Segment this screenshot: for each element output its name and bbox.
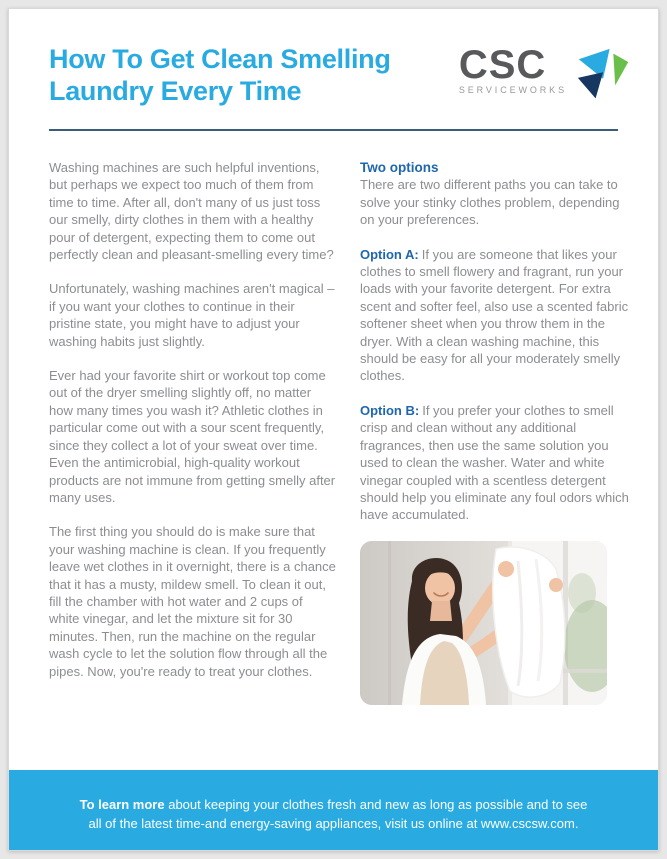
- paragraph-unfortunately: Unfortunately, washing machines aren't magical – if you want your clothes to continue in their pristine state, you might have to adjust your washing habits just slightly.: [49, 281, 335, 349]
- header-divider: [49, 129, 618, 131]
- flyer-page: [8, 8, 659, 851]
- csc-wordmark: CSC: [458, 43, 547, 87]
- paragraph-intro: Washing machines are such helpful inventions, but perhaps we expect too much of them from time to time. After all, don't many of us just toss our smelly, dirty clothes in them with a healthy pour of detergent, expecting them to come out perfectly clean and pleasant-smelling every time?: [49, 160, 334, 263]
- option-b-paragraph: [360, 402, 636, 524]
- paragraph-workout: Ever had your favorite shirt or workout top come out of the dryer smelling slightly off, no matter how many times you wash it? Athletic clothes in particular come out with a sour scent frequently, since they collect a lot of your sweat over time. Even the antimicrobial, high-quality workout products are not immune from getting smelly after many uses.: [49, 368, 336, 505]
- footer-line-1: [9, 796, 658, 815]
- option-b-label: Option B:: [360, 402, 420, 418]
- two-options-intro: There are two different paths you can take to solve your stinky clothes problem, depending on your preferences.: [360, 177, 620, 228]
- page-title-line2: Laundry Every Time: [49, 76, 302, 106]
- laundry-photo-illustration: [360, 541, 607, 705]
- right-column: [360, 159, 636, 705]
- paragraph-clean-machine: The first thing you should do is make sure that your washing machine is clean. If you frequently leave wet clothes in it overnight, there is a chance that it has a musty, mildew smell. To clean it out, fill the chamber with hot water and 2 cups of white vinegar, and let the mixture sit for 30 minutes. Then, run the machine on the regular wash cycle to let the solution flow through all the pipes. Now, you're ready to treat your clothes.: [49, 524, 336, 679]
- article-body: [49, 159, 636, 705]
- csc-triangles-icon: [576, 47, 632, 105]
- page-title: [49, 43, 391, 107]
- option-b-text: If you prefer your clothes to smell crisp and clean without any additional fragrances, then use the same solution you used to clean the washer. Water and white vinegar coupled with a scentless detergent should help you eliminate any foul odors which have accumulated.: [360, 402, 629, 523]
- option-a-label: Option A:: [360, 246, 419, 262]
- two-options-heading: Two options: [360, 160, 439, 175]
- left-column: [49, 159, 336, 705]
- csc-logo-text: [458, 43, 567, 95]
- header: [49, 43, 632, 107]
- csc-subtitle: SERVICEWORKS: [458, 85, 567, 95]
- footer-line1-text: about keeping your clothes fresh and new as long as possible and to see: [164, 797, 588, 812]
- footer-banner: [9, 770, 658, 850]
- option-a-paragraph: [360, 246, 636, 385]
- laundry-photo: [360, 541, 607, 705]
- page-title-line1: How To Get Clean Smelling: [49, 44, 391, 74]
- footer-bold-lead: To learn more: [79, 797, 165, 812]
- option-a-text: If you are someone that likes your clothes to smell flowery and fragrant, run your loads with your favorite detergent. For extra scent and softer feel, also use a scented fabric softener sheet when you throw them in the dryer. With a clean washing machine, this should be easy for all your moderately smelly clothes.: [360, 246, 629, 384]
- footer-line-2: all of the latest time-and energy-saving appliances, visit us online at www.cscsw.com.: [88, 815, 579, 831]
- csc-logo: [458, 43, 632, 105]
